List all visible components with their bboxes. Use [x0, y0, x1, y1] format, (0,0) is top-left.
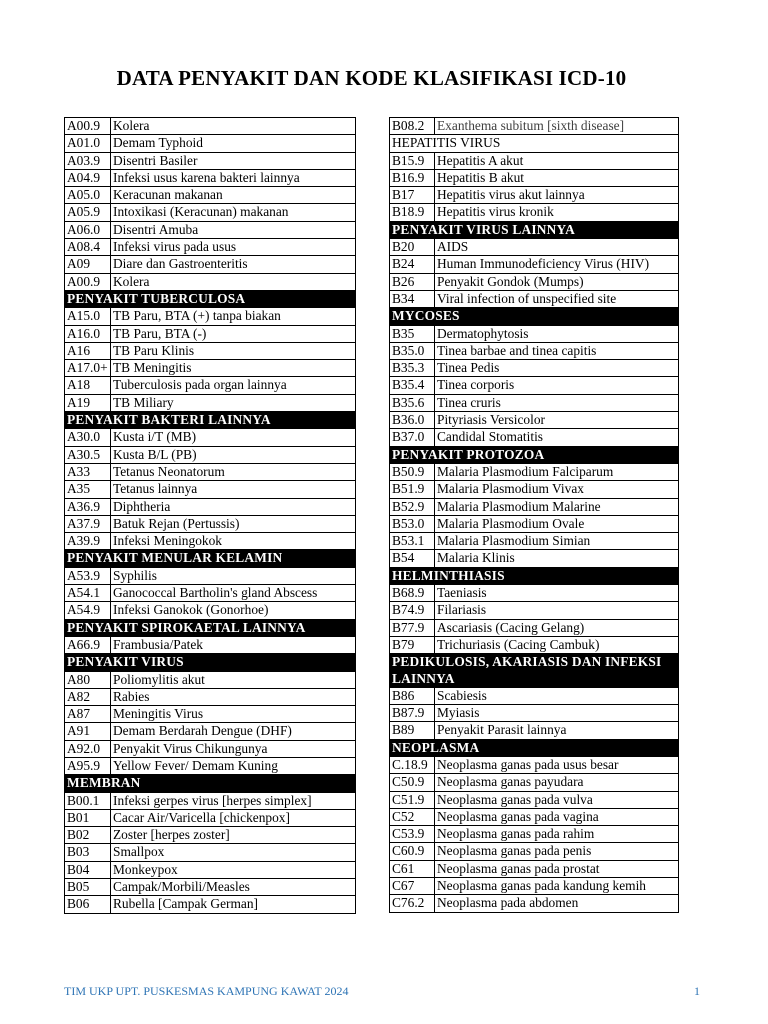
icd-code: A36.9: [65, 498, 111, 515]
icd-code: B35.4: [390, 377, 435, 394]
table-row: [65, 377, 356, 394]
icd-code: B03: [65, 844, 111, 861]
table-row: [390, 290, 679, 307]
table-row: [65, 723, 356, 740]
table-row: [390, 515, 679, 532]
disease-name: Infeksi gerpes virus [herpes simplex]: [111, 792, 356, 809]
icd-table-left: [64, 117, 356, 914]
icd-code: B79: [390, 636, 435, 653]
disease-name: Penyakit Parasit lainnya: [435, 722, 679, 739]
subheading: HEPATITIS VIRUS: [390, 135, 679, 152]
icd-code: B24: [390, 256, 435, 273]
disease-name: Hepatitis virus akut lainnya: [435, 187, 679, 204]
table-row: [390, 239, 679, 256]
table-row: [390, 722, 679, 739]
disease-name: Tuberculosis pada organ lainnya: [111, 377, 356, 394]
disease-name: Neoplasma ganas pada vulva: [435, 791, 679, 808]
icd-code: C50.9: [390, 774, 435, 791]
disease-name: Neoplasma ganas pada kandung kemih: [435, 878, 679, 895]
section-header: PENYAKIT TUBERCULOSA: [65, 290, 356, 307]
disease-name: Penyakit Virus Chikungunya: [111, 740, 356, 757]
disease-name: TB Paru, BTA (+) tanpa biakan: [111, 308, 356, 325]
disease-name: Poliomylitis akut: [111, 671, 356, 688]
icd-code: B06: [65, 896, 111, 913]
disease-name: Exanthema subitum [sixth disease]: [435, 118, 679, 135]
disease-name: Dermatophytosis: [435, 325, 679, 342]
icd-code: B26: [390, 273, 435, 290]
disease-name: Diare dan Gastroenteritis: [111, 256, 356, 273]
table-row: [390, 860, 679, 877]
table-row: [65, 844, 356, 861]
disease-name: AIDS: [435, 239, 679, 256]
table-row: [65, 896, 356, 913]
table-row: [65, 463, 356, 480]
table-row: [65, 706, 356, 723]
disease-name: Monkeypox: [111, 861, 356, 878]
disease-name: Hepatitis B akut: [435, 169, 679, 186]
icd-code: A82: [65, 688, 111, 705]
icd-code: B04: [65, 861, 111, 878]
disease-name: Neoplasma pada abdomen: [435, 895, 679, 912]
icd-code: B01: [65, 809, 111, 826]
table-row: [390, 826, 679, 843]
table-row: [390, 394, 679, 411]
icd-code: A19: [65, 394, 111, 411]
subheading-row: [390, 135, 679, 152]
table-row: [390, 204, 679, 221]
section-header: PENYAKIT BAKTERI LAINNYA: [65, 412, 356, 429]
table-row: [65, 256, 356, 273]
disease-name: Neoplasma ganas pada penis: [435, 843, 679, 860]
icd-code: C76.2: [390, 895, 435, 912]
icd-code: A03.9: [65, 152, 111, 169]
icd-code: A06.0: [65, 221, 111, 238]
disease-name: Filariasis: [435, 602, 679, 619]
disease-name: Diphtheria: [111, 498, 356, 515]
disease-name: Infeksi Ganokok (Gonorhoe): [111, 602, 356, 619]
icd-code: A04.9: [65, 169, 111, 186]
section-header-row: [65, 654, 356, 671]
icd-code: C.18.9: [390, 756, 435, 773]
icd-code: A54.9: [65, 602, 111, 619]
table-row: [65, 446, 356, 463]
disease-name: Cacar Air/Varicella [chickenpox]: [111, 809, 356, 826]
disease-name: Candidal Stomatitis: [435, 429, 679, 446]
disease-name: Rabies: [111, 688, 356, 705]
table-row: [65, 118, 356, 135]
icd-code: A16.0: [65, 325, 111, 342]
disease-name: Rubella [Campak German]: [111, 896, 356, 913]
disease-name: Taeniasis: [435, 585, 679, 602]
disease-name: Human Immunodeficiency Virus (HIV): [435, 256, 679, 273]
icd-code: A08.4: [65, 239, 111, 256]
table-row: [390, 498, 679, 515]
disease-name: Ascariasis (Cacing Gelang): [435, 619, 679, 636]
section-header-row: [390, 221, 679, 238]
table-row: [390, 256, 679, 273]
table-row: [65, 602, 356, 619]
table-row: [390, 481, 679, 498]
disease-name: Neoplasma ganas payudara: [435, 774, 679, 791]
table-row: [65, 342, 356, 359]
table-row: [390, 636, 679, 653]
icd-code: B20: [390, 239, 435, 256]
disease-name: Hepatitis A akut: [435, 152, 679, 169]
table-row: [390, 169, 679, 186]
icd-code: B74.9: [390, 602, 435, 619]
disease-name: Intoxikasi (Keracunan) makanan: [111, 204, 356, 221]
disease-name: Ganococcal Bartholin's gland Abscess: [111, 585, 356, 602]
icd-code: B15.9: [390, 152, 435, 169]
icd-code: C53.9: [390, 826, 435, 843]
table-row: [65, 636, 356, 653]
disease-name: Kusta i/T (MB): [111, 429, 356, 446]
icd-code: B54: [390, 550, 435, 567]
disease-name: Smallpox: [111, 844, 356, 861]
disease-name: Viral infection of unspecified site: [435, 290, 679, 307]
disease-name: Yellow Fever/ Demam Kuning: [111, 757, 356, 774]
disease-name: Malaria Plasmodium Simian: [435, 533, 679, 550]
icd-code: C51.9: [390, 791, 435, 808]
disease-name: Pityriasis Versicolor: [435, 412, 679, 429]
table-row: [390, 273, 679, 290]
icd-code: C60.9: [390, 843, 435, 860]
table-row: [65, 809, 356, 826]
icd-code: A53.9: [65, 567, 111, 584]
icd-code: B77.9: [390, 619, 435, 636]
icd-code: B17: [390, 187, 435, 204]
disease-name: Malaria Plasmodium Falciparum: [435, 463, 679, 480]
table-row: [390, 585, 679, 602]
section-header: HELMINTHIASIS: [390, 567, 679, 584]
table-row: [65, 567, 356, 584]
icd-code: A15.0: [65, 308, 111, 325]
section-header: PENYAKIT PROTOZOA: [390, 446, 679, 463]
table-row: [65, 187, 356, 204]
section-header: MEMBRAN: [65, 775, 356, 792]
section-header-row: [390, 654, 679, 688]
disease-name: Kolera: [111, 273, 356, 290]
section-header-row: [65, 550, 356, 567]
icd-code: A92.0: [65, 740, 111, 757]
table-row: [65, 169, 356, 186]
table-row: [65, 325, 356, 342]
icd-code: B89: [390, 722, 435, 739]
table-row: [390, 774, 679, 791]
disease-name: Trichuriasis (Cacing Cambuk): [435, 636, 679, 653]
icd-code: B50.9: [390, 463, 435, 480]
table-row: [65, 273, 356, 290]
table-row: [65, 308, 356, 325]
disease-name: Malaria Plasmodium Vivax: [435, 481, 679, 498]
icd-code: B35: [390, 325, 435, 342]
section-header: NEOPLASMA: [390, 739, 679, 756]
icd-code: B53.0: [390, 515, 435, 532]
table-row: [65, 152, 356, 169]
icd-code: B35.3: [390, 360, 435, 377]
icd-code: B35.6: [390, 394, 435, 411]
table-row: [390, 808, 679, 825]
icd-code: B00.1: [65, 792, 111, 809]
disease-name: Hepatitis virus kronik: [435, 204, 679, 221]
disease-name: Frambusia/Patek: [111, 636, 356, 653]
table-row: [390, 412, 679, 429]
disease-name: Zoster [herpes zoster]: [111, 827, 356, 844]
section-header: PENYAKIT VIRUS: [65, 654, 356, 671]
disease-name: Infeksi virus pada usus: [111, 239, 356, 256]
disease-name: Meningitis Virus: [111, 706, 356, 723]
section-header-row: [65, 775, 356, 792]
table-row: [390, 602, 679, 619]
icd-code: B87.9: [390, 705, 435, 722]
table-row: [65, 394, 356, 411]
icd-code: A30.5: [65, 446, 111, 463]
table-row: [65, 757, 356, 774]
table-row: [390, 756, 679, 773]
icd-code: C52: [390, 808, 435, 825]
disease-name: Campak/Morbili/Measles: [111, 879, 356, 896]
table-row: [65, 533, 356, 550]
icd-code: A00.9: [65, 118, 111, 135]
section-header: PENYAKIT VIRUS LAINNYA: [390, 221, 679, 238]
icd-code: C61: [390, 860, 435, 877]
table-row: [390, 705, 679, 722]
table-row: [390, 791, 679, 808]
icd-code: A80: [65, 671, 111, 688]
disease-name: Demam Typhoid: [111, 135, 356, 152]
icd-code: A66.9: [65, 636, 111, 653]
table-row: [390, 463, 679, 480]
icd-code: B34: [390, 290, 435, 307]
section-header-row: [390, 308, 679, 325]
icd-code: B86: [390, 687, 435, 704]
icd-code: A05.9: [65, 204, 111, 221]
disease-name: Tinea barbae and tinea capitis: [435, 342, 679, 359]
table-row: [65, 740, 356, 757]
icd-code: A91: [65, 723, 111, 740]
table-row: [390, 342, 679, 359]
section-header: PENYAKIT SPIROKAETAL LAINNYA: [65, 619, 356, 636]
disease-name: TB Meningitis: [111, 360, 356, 377]
icd-code: B68.9: [390, 585, 435, 602]
disease-name: Tinea cruris: [435, 394, 679, 411]
icd-code: A16: [65, 342, 111, 359]
table-row: [65, 429, 356, 446]
disease-name: Penyakit Gondok (Mumps): [435, 273, 679, 290]
icd-code: B37.0: [390, 429, 435, 446]
table-row: [65, 688, 356, 705]
disease-name: Neoplasma ganas pada prostat: [435, 860, 679, 877]
icd-code: A17.0+: [65, 360, 111, 377]
section-header-row: [390, 567, 679, 584]
disease-name: TB Paru Klinis: [111, 342, 356, 359]
section-header: PENYAKIT MENULAR KELAMIN: [65, 550, 356, 567]
table-row: [65, 498, 356, 515]
section-header-row: [390, 739, 679, 756]
icd-code: A00.9: [65, 273, 111, 290]
table-row: [390, 325, 679, 342]
icd-code: B05: [65, 879, 111, 896]
table-row: [390, 533, 679, 550]
disease-name: Batuk Rejan (Pertussis): [111, 515, 356, 532]
disease-name: Tinea corporis: [435, 377, 679, 394]
disease-name: Malaria Klinis: [435, 550, 679, 567]
disease-name: Infeksi usus karena bakteri lainnya: [111, 169, 356, 186]
footer-text: TIM UKP UPT. PUSKESMAS KAMPUNG KAWAT 2024: [64, 984, 349, 998]
disease-name: Disentri Amuba: [111, 221, 356, 238]
icd-table-right: [389, 117, 679, 913]
icd-code: B08.2: [390, 118, 435, 135]
table-row: [390, 878, 679, 895]
disease-name: Disentri Basiler: [111, 152, 356, 169]
icd-code: B52.9: [390, 498, 435, 515]
disease-name: Myiasis: [435, 705, 679, 722]
icd-code: B18.9: [390, 204, 435, 221]
disease-name: Kolera: [111, 118, 356, 135]
table-row: [390, 619, 679, 636]
table-row: [390, 152, 679, 169]
icd-code: A39.9: [65, 533, 111, 550]
table-row: [65, 879, 356, 896]
disease-name: Neoplasma ganas pada usus besar: [435, 756, 679, 773]
table-row: [65, 671, 356, 688]
table-row: [65, 827, 356, 844]
icd-code: A01.0: [65, 135, 111, 152]
disease-name: Malaria Plasmodium Malarine: [435, 498, 679, 515]
table-row: [390, 687, 679, 704]
disease-name: Syphilis: [111, 567, 356, 584]
disease-name: Infeksi Meningokok: [111, 533, 356, 550]
section-header-row: [65, 412, 356, 429]
icd-code: A95.9: [65, 757, 111, 774]
icd-code: B53.1: [390, 533, 435, 550]
table-row: [65, 135, 356, 152]
table-row: [390, 360, 679, 377]
table-row: [65, 360, 356, 377]
section-header: PEDIKULOSIS, AKARIASIS DAN INFEKSI LAINNYA: [390, 654, 679, 688]
disease-name: Keracunan makanan: [111, 187, 356, 204]
section-header-row: [65, 290, 356, 307]
table-row: [65, 585, 356, 602]
disease-name: Tetanus Neonatorum: [111, 463, 356, 480]
table-row: [390, 895, 679, 912]
disease-name: Kusta B/L (PB): [111, 446, 356, 463]
table-row: [65, 481, 356, 498]
table-row: [65, 221, 356, 238]
table-row: [65, 204, 356, 221]
section-header-row: [390, 446, 679, 463]
icd-code: A37.9: [65, 515, 111, 532]
disease-name: Tinea Pedis: [435, 360, 679, 377]
disease-name: Neoplasma ganas pada rahim: [435, 826, 679, 843]
page-number: 1: [694, 984, 700, 998]
icd-code: A30.0: [65, 429, 111, 446]
disease-name: TB Paru, BTA (-): [111, 325, 356, 342]
icd-code: A05.0: [65, 187, 111, 204]
disease-name: TB Miliary: [111, 394, 356, 411]
icd-code: A18: [65, 377, 111, 394]
icd-code: A09: [65, 256, 111, 273]
table-row: [65, 239, 356, 256]
table-row: [65, 515, 356, 532]
icd-code: B16.9: [390, 169, 435, 186]
page-title: DATA PENYAKIT DAN KODE KLASIFIKASI ICD-10: [116, 66, 627, 90]
disease-name: Neoplasma ganas pada vagina: [435, 808, 679, 825]
table-row: [390, 187, 679, 204]
table-row: [390, 429, 679, 446]
disease-name: Scabiesis: [435, 687, 679, 704]
section-header: MYCOSES: [390, 308, 679, 325]
icd-code: B35.0: [390, 342, 435, 359]
disease-name: Demam Berdarah Dengue (DHF): [111, 723, 356, 740]
section-header-row: [65, 619, 356, 636]
icd-code: A87: [65, 706, 111, 723]
icd-code: B36.0: [390, 412, 435, 429]
disease-name: Tetanus lainnya: [111, 481, 356, 498]
table-row: [65, 861, 356, 878]
table-row: [65, 792, 356, 809]
table-row: [390, 377, 679, 394]
icd-code: C67: [390, 878, 435, 895]
table-row: [390, 118, 679, 135]
icd-code: A35: [65, 481, 111, 498]
icd-code: A33: [65, 463, 111, 480]
disease-name: Malaria Plasmodium Ovale: [435, 515, 679, 532]
icd-code: B02: [65, 827, 111, 844]
icd-code: B51.9: [390, 481, 435, 498]
table-row: [390, 843, 679, 860]
table-row: [390, 550, 679, 567]
icd-code: A54.1: [65, 585, 111, 602]
